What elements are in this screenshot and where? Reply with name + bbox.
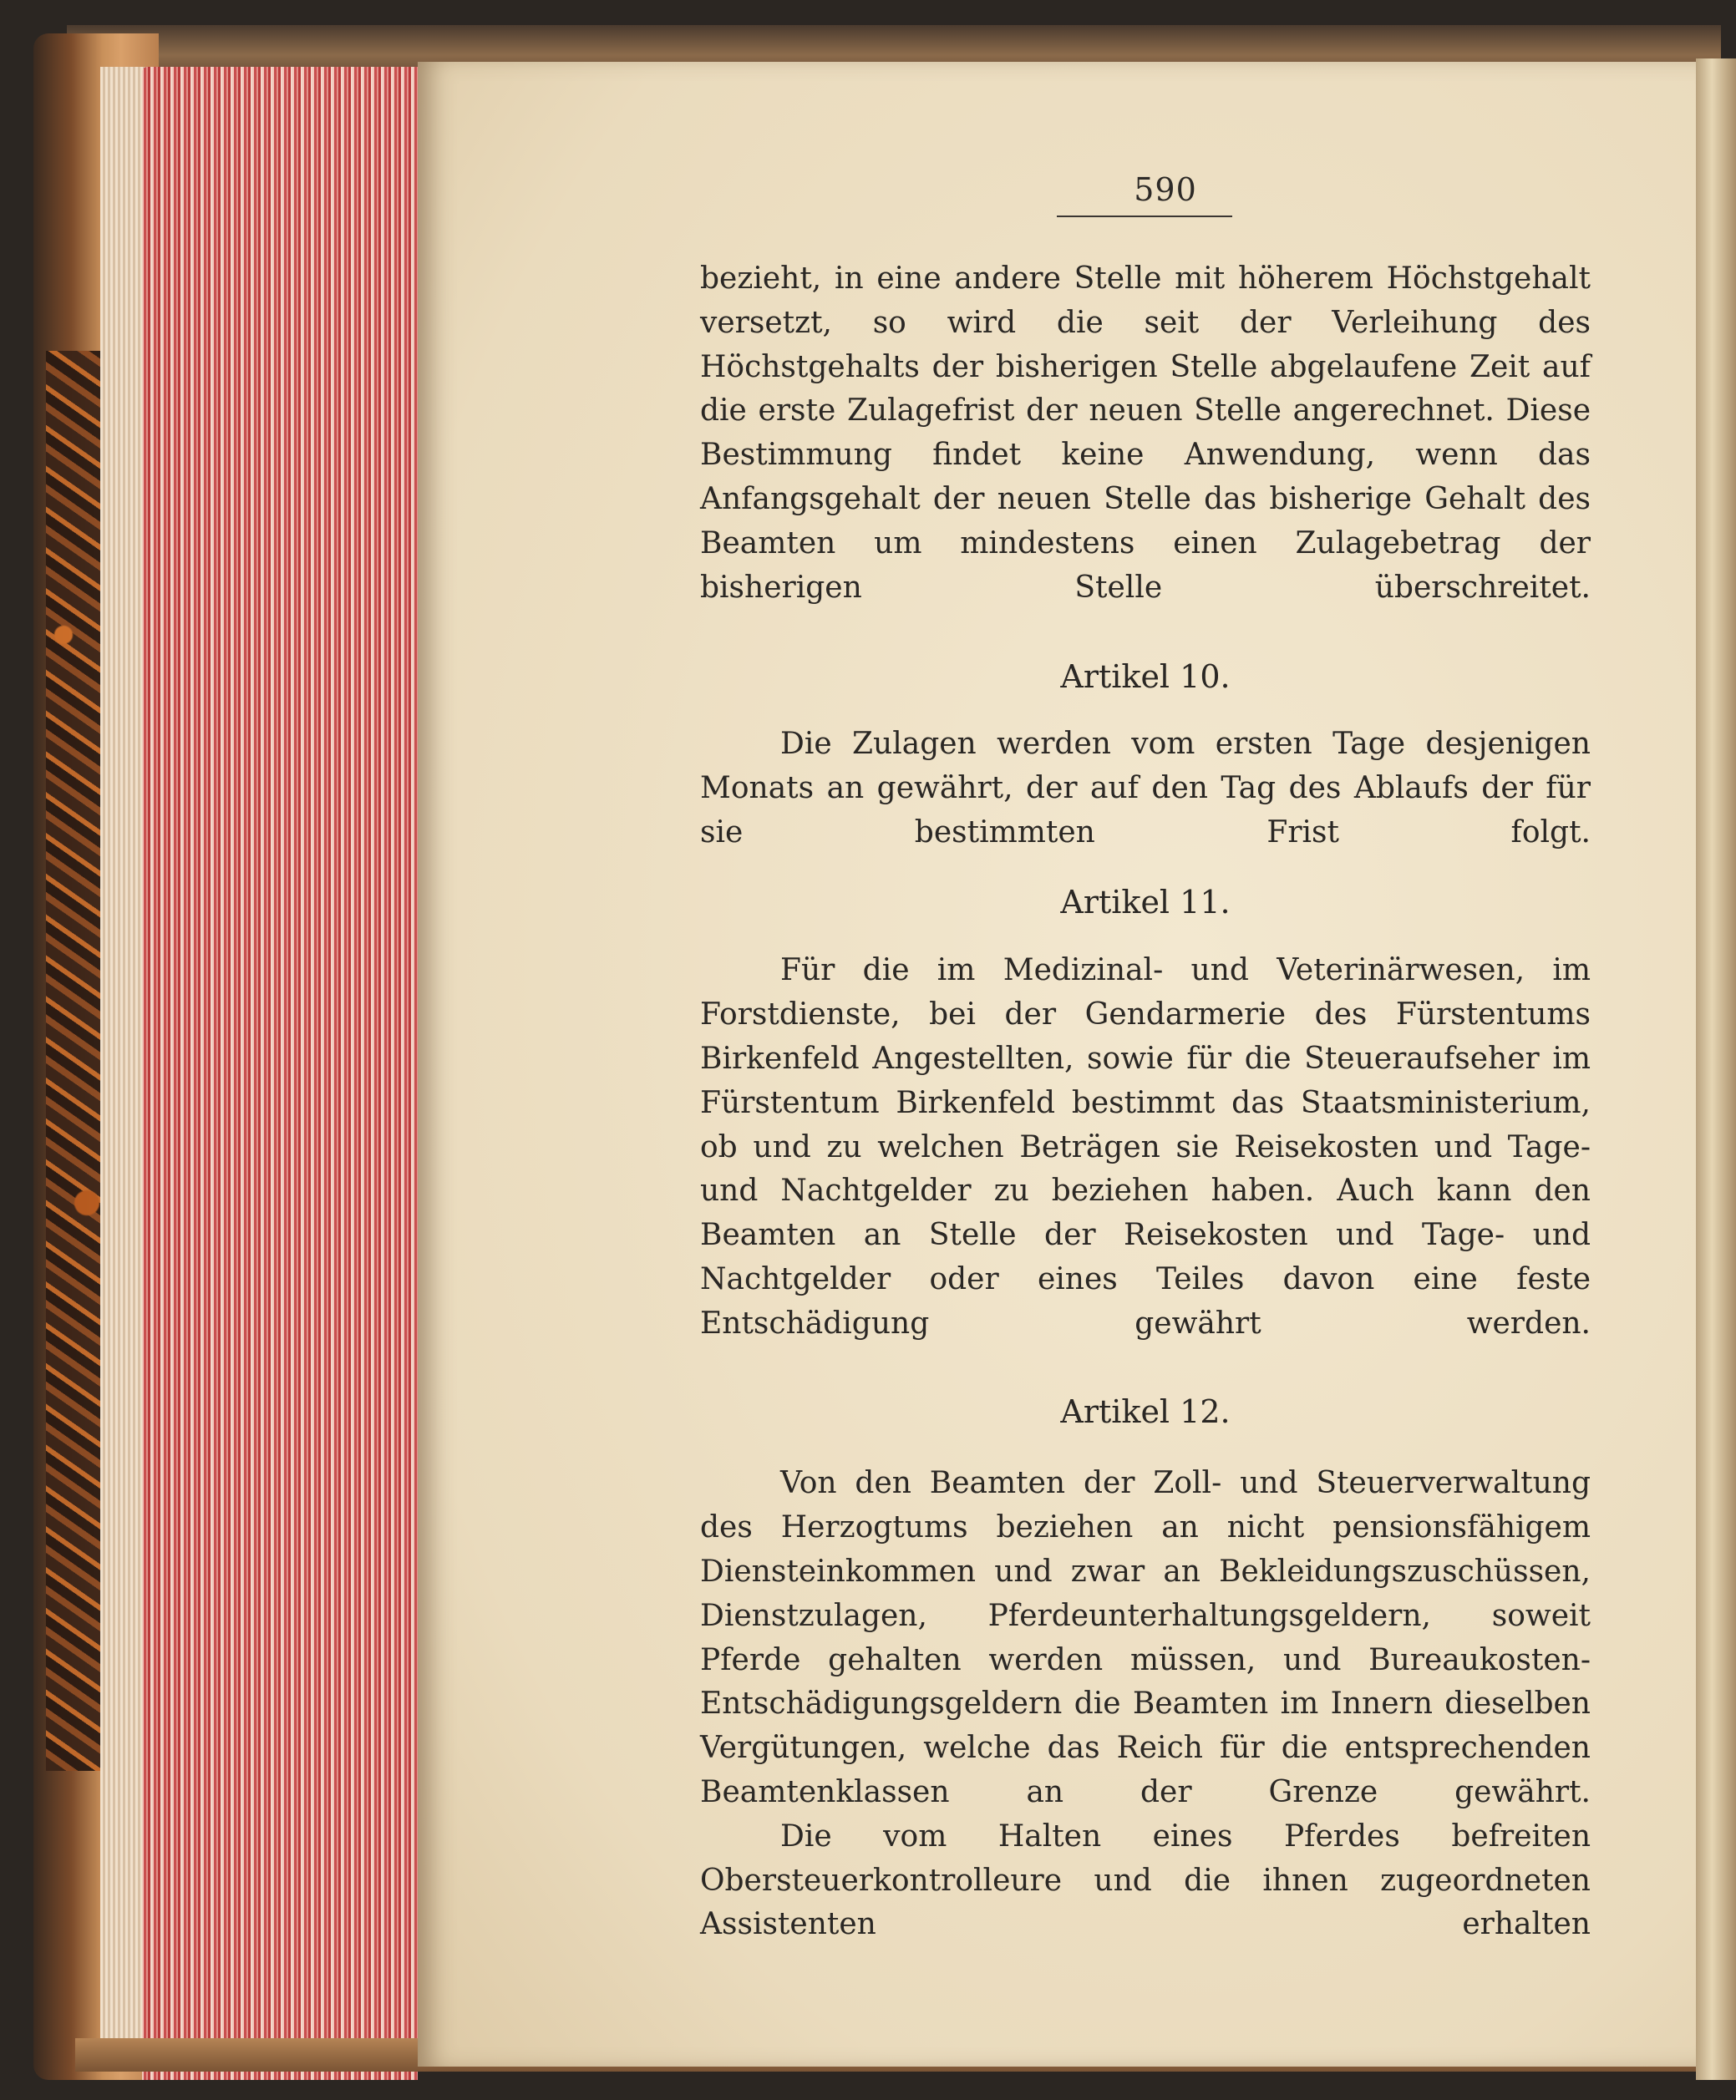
heading-artikel-12: Artikel 12. — [1060, 1392, 1231, 1430]
heading-artikel-10: Artikel 10. — [1060, 658, 1231, 696]
red-page-edges — [142, 67, 418, 2080]
heading-artikel-11: Artikel 11. — [1060, 883, 1231, 921]
page-number-rule — [1057, 216, 1232, 217]
paragraph-artikel-10: Die Zulagen werden vom ersten Tage desjenigen Monats an gewährt, der auf den Tag des Ablaufs der für sie bestimmten Frist folgt. — [700, 727, 1591, 850]
page-number: 590 — [1134, 171, 1197, 208]
next-page-edge — [1696, 58, 1736, 2080]
paragraph-artikel-12-second: Die vom Halten eines Pferdes befreiten Obersteuerkontrolleure und die ihnen zugeordneten Assistenten erhalten — [700, 1818, 1591, 1942]
paragraph-artikel-11: Für die im Medizinal- und Veterinärwesen, im Forstdienste, bei der Gendarmerie des Fürstentums Birkenfeld Angestellten, sowie für die Steueraufseher im Fürstentum Birkenfeld bestimmt das Staatsministerium, ob und zu welchen Beträgen sie Reisekosten und Tage- und Nachtgelder zu beziehen haben. Auch kann den Beamten an Stelle der Reisekosten und Tage- und Nachtgelder oder eines Teiles davon eine feste Entschädigung gewährt werden. — [700, 953, 1591, 1341]
paragraph-artikel-12-first: Von den Beamten der Zoll- und Steuerverwaltung des Herzogtums beziehen an nicht pensionsfähigem Diensteinkommen und zwar an Bekleidungszuschüssen, Dienstzulagen, Pferdeunterhaltungsgeldern, soweit Pferde gehalten werden müssen, und Bureaukosten-Entschädigungsgeldern die Beamten im Innern dieselben Vergütungen, welche das Reich für die entsprechenden Beamtenklassen an der Grenze gewährt. — [700, 1466, 1591, 1809]
page-body — [700, 257, 1591, 1947]
marbled-cover-pattern — [46, 351, 104, 1771]
paragraph-continued: bezieht, in eine andere Stelle mit höherem Höchstgehalt versetzt, so wird die seit der Verleihung des Höchstgehalts der bisherigen Stelle abgelaufene Zeit auf die erste Zulagefrist der neuen Stelle angerechnet. Diese Bestimmung findet keine Anwendung, wenn das Anfangsgehalt der neuen Stelle das bisherige Gehalt des Beamten um mindestens einen Zulagebetrag der bisherigen Stelle überschreitet. — [700, 261, 1591, 605]
